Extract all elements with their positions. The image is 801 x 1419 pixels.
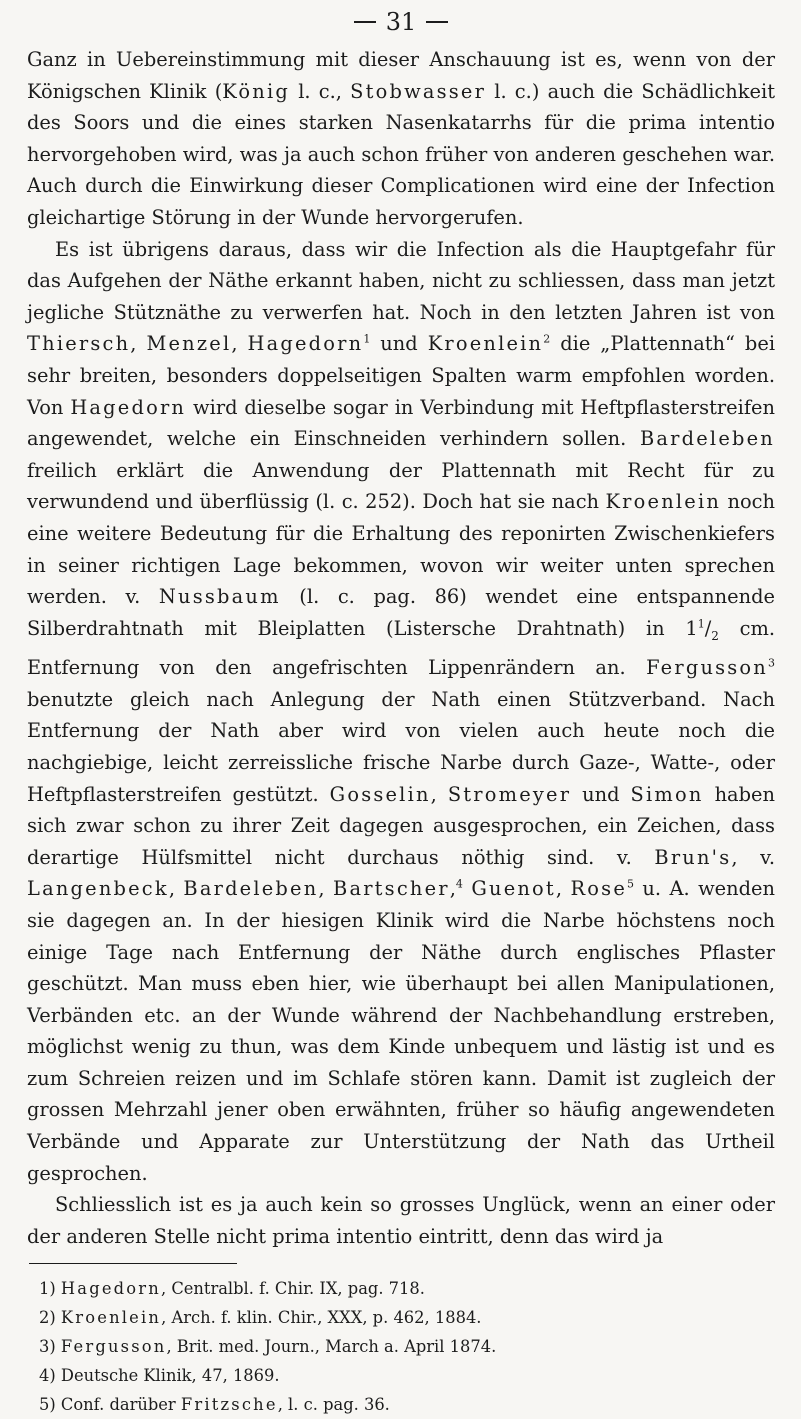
paragraph-2 xyxy=(27,234,775,1190)
paragraph-3 xyxy=(27,1189,775,1252)
footnote-marker: 3 xyxy=(768,656,775,670)
header-dash-left xyxy=(354,21,376,23)
footnotes xyxy=(27,1274,775,1419)
author-name: Gosselin xyxy=(329,782,431,806)
text-run: Ganz in Uebereinstimmung mit dieser Anschauung ist es, wenn von der Königschen Klinik ( xyxy=(27,48,775,103)
text-run: , xyxy=(430,782,448,806)
text-run: und xyxy=(571,782,631,806)
page-header xyxy=(27,0,775,44)
footnote-text: Deutsche Klinik, 47, 1869. xyxy=(60,1366,280,1386)
text-run: benutzte gleich nach Anlegung der Nath einen Stützverband. Nach Entfernung der Nath aber wird von vielen auch heute noch die nachgiebige, leicht zerreissliche frische Narbe durch Gaze-, Watte-, oder Heftpflasterstreifen gestützt. xyxy=(27,687,775,806)
footnote-number: 2) xyxy=(39,1308,56,1328)
author-name: Stromeyer xyxy=(447,782,572,806)
footnote-number: 3) xyxy=(39,1337,56,1357)
author-name: Thiersch xyxy=(27,332,131,356)
footnote-marker: 1 xyxy=(697,617,705,631)
author-name: Rose xyxy=(570,877,628,901)
text-run: l. c., xyxy=(290,79,351,103)
footnote-3 xyxy=(39,1332,775,1361)
text-run: l. c.) auch die Schädlichkeit des Soors und die eines starken Nasenkatarrhs für die prima intentio hervorgehoben wird, was ja auch schon früher von anderen geschehen war. Auch durch die Einwirkung dieser Complicationen wird eine der Infection gleichartige Störung in der Wunde hervorgerufen. xyxy=(27,79,775,229)
footnote-marker: 4 xyxy=(455,877,463,891)
page-number: 31 xyxy=(385,8,417,36)
author-name: Stobwasser xyxy=(350,79,487,103)
text-run: , xyxy=(168,877,184,901)
footnote-author: Fergusson xyxy=(60,1337,167,1357)
footnote-2 xyxy=(39,1303,775,1332)
body-text xyxy=(27,44,775,1252)
author-name: Menzel xyxy=(146,332,232,356)
paragraph-1 xyxy=(27,44,775,234)
author-name: Brun's xyxy=(654,845,732,869)
author-name: Bardeleben xyxy=(639,427,775,451)
author-name: Simon xyxy=(630,782,704,806)
footnote-number: 5) xyxy=(39,1395,56,1415)
footnote-4 xyxy=(39,1361,775,1390)
footnote-text: Conf. darüber xyxy=(60,1395,181,1415)
author-name: Bartscher xyxy=(333,877,450,901)
text-run: , xyxy=(449,877,456,901)
text-run: freilich erklärt die Anwendung der Plattennath mit Recht für zu verwundend und überflüssig (l. c. 252). Doch hat sie nach xyxy=(27,458,775,514)
author-name: Fergusson xyxy=(646,656,768,680)
footnote-marker: 2 xyxy=(543,332,551,346)
footnote-author: Fritzsche xyxy=(180,1395,278,1415)
text-run: und xyxy=(370,332,428,356)
footnote-number: 4) xyxy=(39,1366,56,1386)
text-run: / xyxy=(704,616,712,640)
footnote-text: , Centralbl. f. Chir. IX, pag. 718. xyxy=(160,1279,425,1299)
footnote-author: Hagedorn xyxy=(60,1279,161,1299)
footnote-author: Kroenlein xyxy=(60,1308,162,1328)
author-name: Kroenlein xyxy=(605,490,722,514)
author-name: Hagedorn xyxy=(70,395,187,419)
footnote-1 xyxy=(39,1274,775,1303)
text-run: haben sich zwar schon zu ihrer Zeit dagegen ausgesprochen, ein Zeichen, dass derartige Hülfsmittel nicht durchaus nöthig sind. v. xyxy=(27,782,775,869)
fraction-denominator: 2 xyxy=(711,628,719,643)
footnote-5 xyxy=(39,1390,775,1419)
author-name: Nussbaum xyxy=(158,585,281,609)
footnote-rule xyxy=(29,1263,237,1264)
text-run: , xyxy=(130,332,147,356)
text-run: wird dieselbe sogar in Verbindung mit Heftpflasterstreifen angewendet, welche ein Einschneiden verhindern sollen. xyxy=(27,395,775,451)
footnote-text: , Arch. f. klin. Chir., XXX, p. 462, 1884. xyxy=(161,1308,482,1328)
text-run: , xyxy=(231,332,248,356)
text-run: , v. xyxy=(731,845,775,869)
text-run: die „Plattennath“ bei sehr breiten, besonders doppelseitigen Spalten warm empfohlen worden. Von xyxy=(27,332,776,419)
text-run: Schliesslich ist es ja auch kein so grosses Unglück, wenn an einer oder der anderen Stelle nicht prima intentio eintritt, denn das wird ja xyxy=(27,1193,775,1248)
text-run: , xyxy=(555,877,571,901)
text-run: cm. Entfernung von den angefrischten Lippenrändern an. xyxy=(27,616,775,680)
author-name: König xyxy=(222,79,291,103)
footnote-text: , Brit. med. Journ., March a. April 1874. xyxy=(166,1337,497,1357)
author-name: Kroenlein xyxy=(427,332,544,356)
author-name: Bardeleben xyxy=(183,877,319,901)
text-run: Es ist übrigens daraus, dass wir die Infection als die Hauptgefahr für das Aufgehen der Näthe erkannt haben, nicht zu schliessen, dass man jetzt jegliche Stütznäthe zu verwerfen hat. Noch in den letzten Jahren ist von xyxy=(27,237,775,324)
footnote-text-end: , l. c. pag. 36. xyxy=(277,1395,390,1415)
author-name: Guenot xyxy=(471,877,556,901)
text-run: u. A. wenden sie dagegen an. In der hiesigen Klinik wird die Narbe höchstens noch einige Tage nach Entfernung der Näthe durch englisches Pflaster geschützt. Man muss eben hier, wie überhaupt bei allen Manipulationen, Verbänden etc. an der Wunde während der Nachbehandlung erstreben, möglichst wenig zu thun, was dem Kinde unbequem und lästig ist und es zum Schreien reizen und im Schlafe stören kann. Damit ist zugleich der grossen Mehrzahl jener oben erwähnten, früher so häufig angewendeten Verbände und Apparate zur Unterstützung der Nath das Urtheil gesprochen. xyxy=(27,877,776,1185)
text-run: noch eine weitere Bedeutung für die Erhaltung des reponirten Zwischenkiefers in seiner richtigen Lage bekommen, wovon wir weiter unten sprechen werden. v. xyxy=(27,490,775,609)
author-name: Langenbeck xyxy=(27,877,169,901)
footnote-marker: 5 xyxy=(627,877,635,891)
footnote-number: 1) xyxy=(39,1279,56,1299)
text-run: (l. c. pag. 86) wendet eine entspannende Silberdrahtnath mit Bleiplatten (Listersche Drahtnath) in 1 xyxy=(27,585,775,640)
header-dash-right xyxy=(426,21,448,23)
footnote-marker: 1 xyxy=(363,332,371,346)
author-name: Hagedorn xyxy=(247,332,364,356)
text-run: , xyxy=(318,877,333,901)
